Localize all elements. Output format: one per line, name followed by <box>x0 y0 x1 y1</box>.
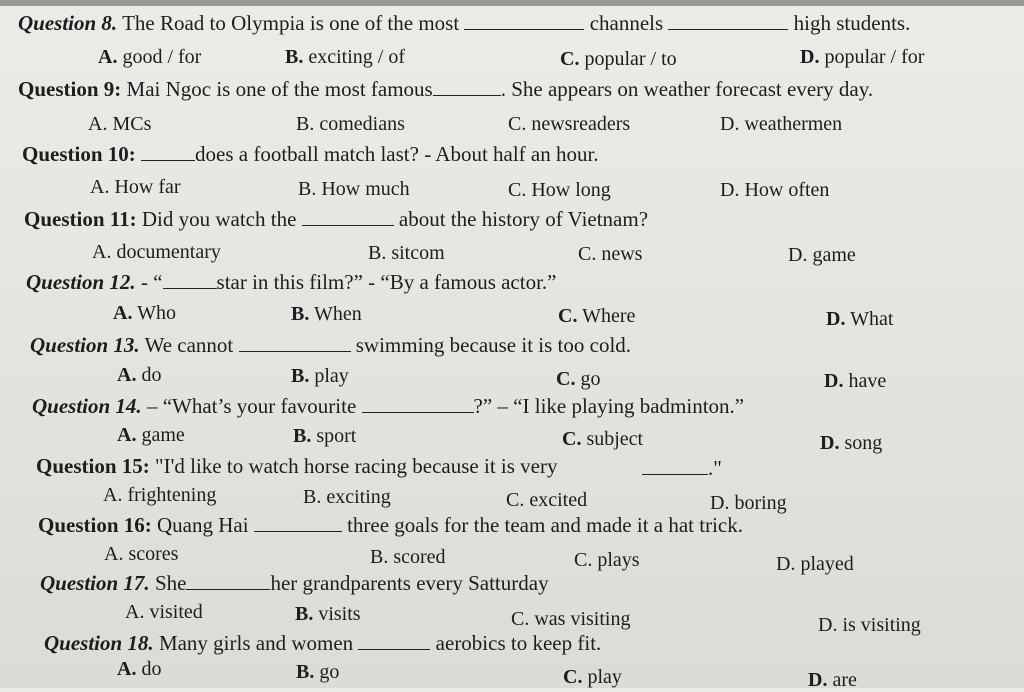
option-d[interactable]: D. played <box>776 553 854 575</box>
question-text: does a football match last? - About half an hour. <box>195 142 599 166</box>
option-b[interactable]: B. How much <box>298 178 410 200</box>
option-c[interactable]: C. excited <box>506 489 588 511</box>
option-d[interactable]: D. is visiting <box>818 614 921 636</box>
answer-blank[interactable] <box>163 270 217 289</box>
option-d[interactable]: D. have <box>824 370 887 392</box>
option-a[interactable]: A. MCs <box>88 113 152 135</box>
option-a[interactable]: A. frightening <box>103 484 217 506</box>
question-label: Question 18. <box>44 631 154 655</box>
question-text: ." <box>708 456 722 480</box>
question-label: Question 12. <box>26 270 136 294</box>
question-text: – “What’s your favourite <box>146 394 357 418</box>
option-a[interactable]: A. Who <box>113 302 176 324</box>
question-label: Question 13. <box>30 333 140 357</box>
answer-blank[interactable] <box>186 571 270 590</box>
answer-blank[interactable] <box>254 513 342 532</box>
option-c[interactable]: C. popular / to <box>560 48 677 70</box>
question-13 <box>30 333 631 357</box>
option-c[interactable]: C. was visiting <box>511 608 631 630</box>
question-label: Question 16: <box>38 513 152 537</box>
option-c[interactable]: C. Where <box>558 305 636 327</box>
answer-blank[interactable] <box>642 456 708 475</box>
question-9 <box>18 77 873 101</box>
question-12 <box>26 270 557 294</box>
answer-blank[interactable] <box>362 394 474 413</box>
option-a[interactable]: A. scores <box>104 543 179 565</box>
question-text: We cannot <box>144 333 234 357</box>
option-c[interactable]: C. play <box>563 666 622 688</box>
answer-blank[interactable] <box>358 631 430 650</box>
option-c[interactable]: C. subject <box>562 428 644 450</box>
option-c[interactable]: C. newsreaders <box>508 113 631 135</box>
option-a[interactable]: A. documentary <box>92 241 221 263</box>
question-text: high students. <box>793 11 911 35</box>
answer-blank[interactable] <box>302 207 394 226</box>
answer-blank[interactable] <box>433 77 501 96</box>
option-b[interactable]: B. When <box>291 303 362 325</box>
question-18 <box>44 631 601 655</box>
question-label: Question 11: <box>24 207 137 231</box>
question-17 <box>40 571 549 595</box>
question-text: The Road to Olympia is one of the most <box>122 11 460 35</box>
option-b[interactable]: B. scored <box>370 546 446 568</box>
question-text: about the history of Vietnam? <box>398 207 649 231</box>
question-text: She <box>154 571 187 595</box>
question-14 <box>32 394 744 418</box>
option-a[interactable]: A. visited <box>125 601 203 623</box>
question-8 <box>18 11 910 35</box>
option-c[interactable]: C. plays <box>574 549 640 571</box>
option-d[interactable]: D. are <box>808 669 857 691</box>
answer-blank[interactable] <box>141 142 195 161</box>
option-b[interactable]: B. visits <box>295 603 361 625</box>
option-c[interactable]: C. news <box>578 243 643 265</box>
question-16 <box>38 513 743 537</box>
option-b[interactable]: B. comedians <box>296 113 405 135</box>
option-c[interactable]: C. go <box>556 368 601 390</box>
question-text: "I'd like to watch horse racing because it is very <box>155 454 558 478</box>
question-text: swimming because it is too cold. <box>355 333 632 357</box>
option-b[interactable]: B. sport <box>293 425 357 447</box>
option-b[interactable]: B. exciting / of <box>285 46 405 68</box>
option-a[interactable]: A. How far <box>90 176 181 198</box>
option-d[interactable]: D. game <box>788 244 856 266</box>
question-15 <box>36 454 557 478</box>
option-b[interactable]: B. play <box>291 365 349 387</box>
option-a[interactable]: A. game <box>117 424 185 446</box>
option-a[interactable]: A. good / for <box>98 46 202 68</box>
question-label: Question 8. <box>18 11 118 35</box>
answer-blank[interactable] <box>668 11 788 30</box>
question-10 <box>22 142 599 166</box>
option-d[interactable]: D. popular / for <box>800 46 925 68</box>
question-label: Question 9: <box>18 77 122 101</box>
question-text: . She appears on weather forecast every day. <box>500 77 874 101</box>
question-label: Question 10: <box>22 142 136 166</box>
option-d[interactable]: D. weathermen <box>720 113 843 135</box>
answer-blank[interactable] <box>239 333 351 352</box>
option-c[interactable]: C. How long <box>508 179 611 201</box>
question-text: Many girls and women <box>158 631 354 655</box>
option-b[interactable]: B. sitcom <box>368 242 445 264</box>
question-text: Quang Hai <box>157 513 249 537</box>
option-a[interactable]: A. do <box>117 658 162 680</box>
question-text: three goals for the team and made it a hat trick. <box>347 513 744 537</box>
option-b[interactable]: B. go <box>296 661 340 683</box>
option-d[interactable]: D. What <box>826 308 894 330</box>
question-text: channels <box>589 11 664 35</box>
question-text: Did you watch the <box>141 207 297 231</box>
question-15-end <box>642 456 722 480</box>
answer-blank[interactable] <box>464 11 584 30</box>
question-11 <box>24 207 648 231</box>
option-d[interactable]: D. song <box>820 432 883 454</box>
question-text: - “ <box>140 270 163 294</box>
question-text: ?” – “I like playing badminton.” <box>473 394 745 418</box>
option-d[interactable]: D. How often <box>720 179 830 201</box>
question-text: star in this film?” - “By a famous actor.” <box>216 270 557 294</box>
question-text: her grandparents every Satturday <box>270 571 549 595</box>
option-d[interactable]: D. boring <box>710 492 787 514</box>
question-text: aerobics to keep fit. <box>435 631 602 655</box>
option-a[interactable]: A. do <box>117 364 162 386</box>
option-b[interactable]: B. exciting <box>303 486 391 508</box>
question-text: Mai Ngoc is one of the most famous <box>126 77 433 101</box>
question-label: Question 15: <box>36 454 150 478</box>
question-label: Question 14. <box>32 394 142 418</box>
question-label: Question 17. <box>40 571 150 595</box>
